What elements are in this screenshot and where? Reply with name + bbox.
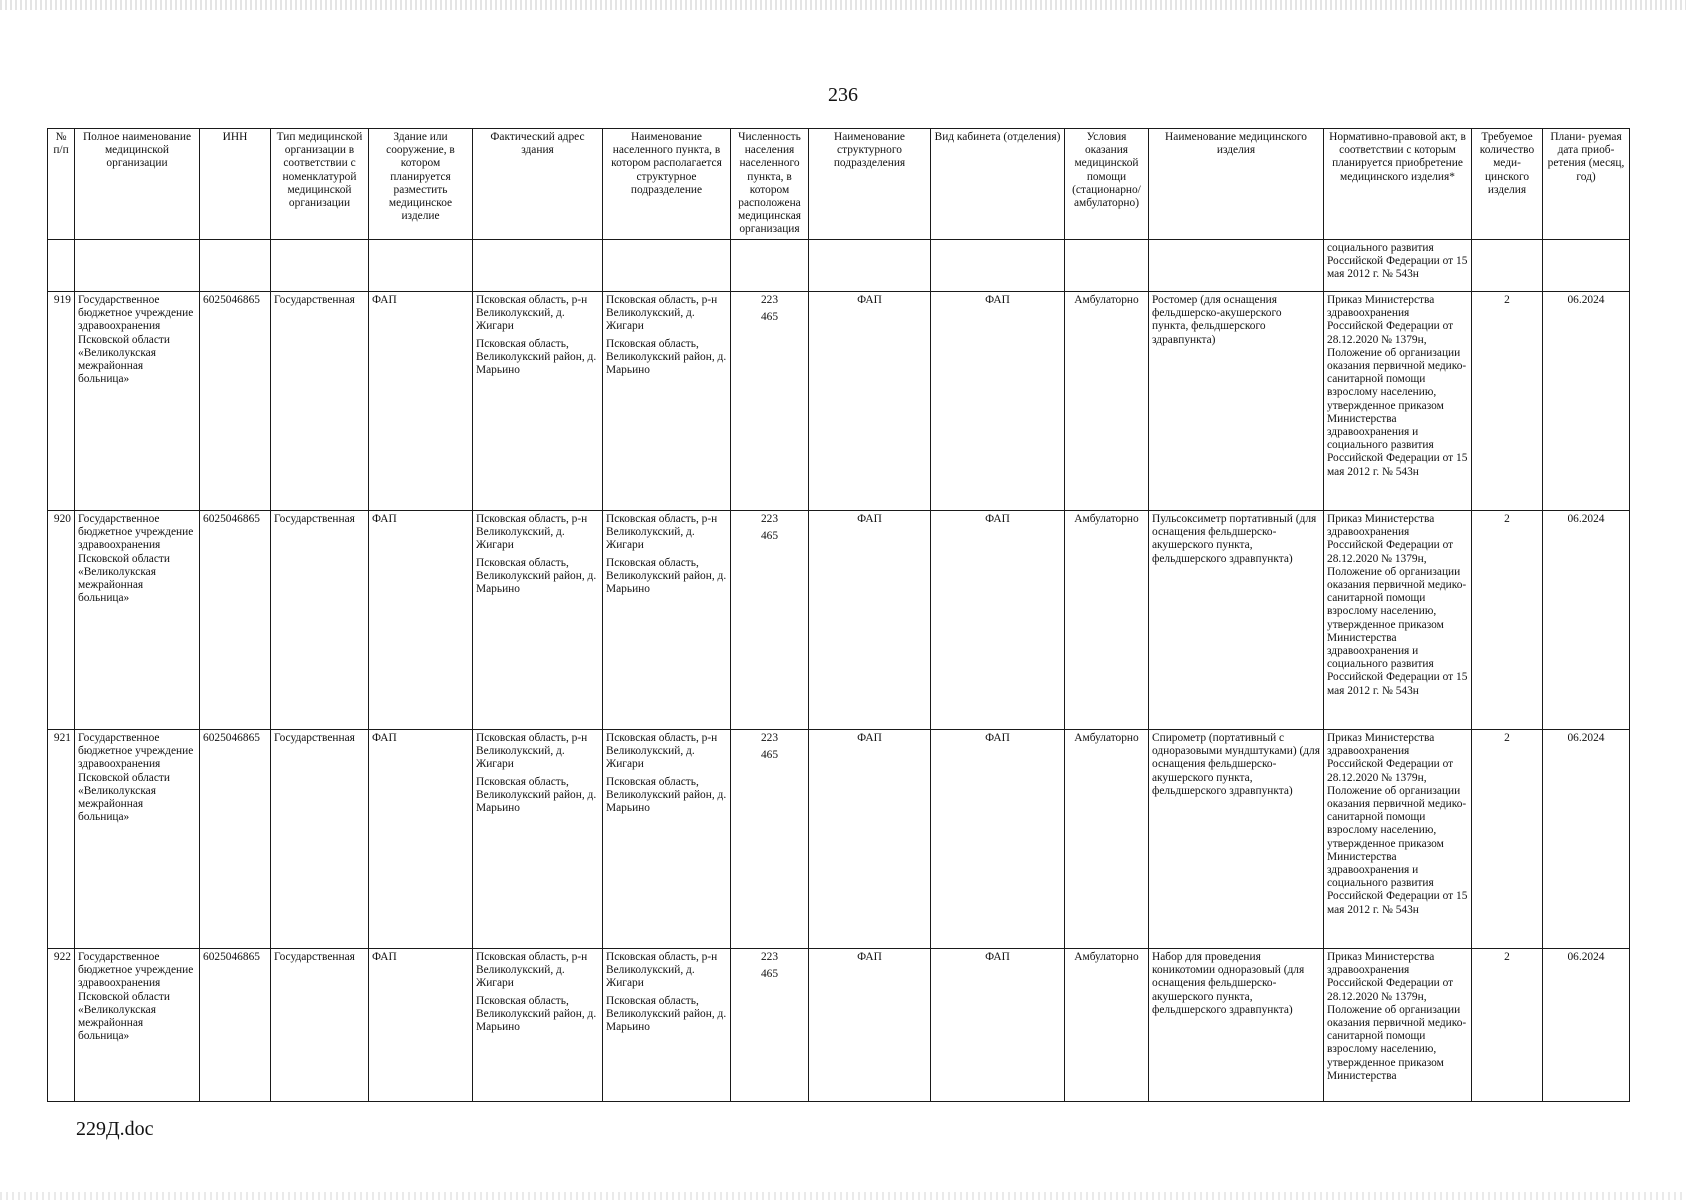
cell-quantity: 2 [1472,949,1543,1102]
header-quantity: Требуемое количество меди- цинского изделия [1472,129,1543,240]
locality-line: Псковская область, р-н Великолукский, д. Жигари [606,513,718,552]
table-row [48,511,1630,730]
cell-device: Ростомер (для оснащения фельдшерско-акушерского пункта, фельдшерского здравпункта) [1149,292,1324,511]
header-no: № п/п [48,129,75,240]
cell-act: Приказ Министерства здравоохранения Российской Федерации от 28.12.2020 № 1379н, Положение об организации оказания первичной медико-санитарной помощи взрослому населению, утвержденное приказом Министерства [1324,949,1472,1102]
header-cabinet: Вид кабинета (отделения) [931,129,1065,240]
cell-cabinet: ФАП [931,511,1065,730]
address-line: Псковская область, Великолукский район, д. Марьино [476,556,597,596]
address-line: Псковская область, Великолукский район, д. Марьино [476,775,597,815]
cell-quantity: 2 [1472,730,1543,949]
header-conditions: Условия оказания медицинской помощи (стационарно/ амбулаторно) [1065,129,1149,240]
cell-inn: 6025046865 [200,949,271,1102]
scan-edge-bottom [0,1192,1686,1200]
cell-org: Государственное бюджетное учреждение здравоохранения Псковской области «Великолукская межрайонная больница» [75,511,200,730]
cell-act: Приказ Министерства здравоохранения Российской Федерации от 28.12.2020 № 1379н, Положение об организации оказания первичной медико-санитарной помощи взрослому населению, утвержденное приказом Министерства здравоохранения и социального развития Российской Федерации от 15 мая 2012 г. № 543н [1324,730,1472,949]
cell-no: 920 [48,511,75,730]
cell-inn: 6025046865 [200,292,271,511]
population-value: 223 [760,732,779,744]
cell-cabinet: ФАП [931,949,1065,1102]
locality-line: Псковская область, Великолукский район, д. Марьино [606,556,727,596]
table-row [48,949,1630,1102]
cell-type: Государственная [271,730,369,949]
cell-date: 06.2024 [1543,511,1630,730]
header-population: Численность населения населенного пункта, в котором расположена медицинская организация [731,129,809,240]
address-line: Псковская область, р-н Великолукский, д. Жигари [476,294,588,333]
header-act: Нормативно-правовой акт, в соответствии с которым планируется приобретение медицинского изделия* [1324,129,1472,240]
cell-inn: 6025046865 [200,730,271,949]
continuation-row [48,240,1630,292]
cell-building: ФАП [369,949,473,1102]
address-line: Псковская область, р-н Великолукский, д. Жигари [476,951,588,990]
cell-locality [603,949,731,1102]
cell-building: ФАП [369,730,473,949]
equipment-table [47,128,1630,1102]
locality-line: Псковская область, р-н Великолукский, д. Жигари [606,732,718,771]
cell-act: Приказ Министерства здравоохранения Российской Федерации от 28.12.2020 № 1379н, Положение об организации оказания первичной медико-санитарной помощи взрослому населению, утвержденное приказом Министерства здравоохранения и социального развития Российской Федерации от 15 мая 2012 г. № 543н [1324,511,1472,730]
address-line: Псковская область, р-н Великолукский, д. Жигари [476,513,588,552]
cell-division: ФАП [809,949,931,1102]
header-building: Здание или сооружение, в котором планируется разместить медицинское изделие [369,129,473,240]
cell-inn: 6025046865 [200,511,271,730]
cell-cabinet: ФАП [931,730,1065,949]
population-value: 465 [760,968,779,981]
table-row [48,730,1630,949]
locality-line: Псковская область, Великолукский район, д. Марьино [606,994,727,1034]
cell-population [731,292,809,511]
cell-building: ФАП [369,511,473,730]
cell-population [731,730,809,949]
cell-conditions: Амбулаторно [1065,292,1149,511]
cell-division: ФАП [809,730,931,949]
header-device: Наименование медицинского изделия [1149,129,1324,240]
cell-type: Государственная [271,511,369,730]
cell-population [731,511,809,730]
header-date: Плани- руемая дата приоб- ретения (месяц, год) [1543,129,1630,240]
locality-line: Псковская область, Великолукский район, д. Марьино [606,775,727,815]
cell-division: ФАП [809,292,931,511]
cell-quantity: 2 [1472,292,1543,511]
population-value: 465 [760,530,779,543]
header-type: Тип медицинской организации в соответствии с номенклатурой медицинской организации [271,129,369,240]
cell-quantity: 2 [1472,511,1543,730]
population-value: 223 [760,294,779,306]
cell-device: Пульсоксиметр портативный (для оснащения фельдшерско-акушерского пункта, фельдшерского здравпункта) [1149,511,1324,730]
population-value: 465 [760,749,779,762]
cell-date: 06.2024 [1543,292,1630,511]
cell-org: Государственное бюджетное учреждение здравоохранения Псковской области «Великолукская межрайонная больница» [75,949,200,1102]
header-locality: Наименование населенного пункта, в котором располагается структурное подразделение [603,129,731,240]
cell-locality [603,730,731,949]
header-row [48,129,1630,240]
cell-org: Государственное бюджетное учреждение здравоохранения Псковской области «Великолукская межрайонная больница» [75,292,200,511]
continuation-act: социального развития Российской Федерации от 15 мая 2012 г. № 543н [1324,240,1472,292]
cell-population [731,949,809,1102]
cell-address [473,511,603,730]
cell-conditions: Амбулаторно [1065,730,1149,949]
cell-act: Приказ Министерства здравоохранения Российской Федерации от 28.12.2020 № 1379н, Положение об организации оказания первичной медико-санитарной помощи взрослому населению, утвержденное приказом Министерства здравоохранения и социального развития Российской Федерации от 15 мая 2012 г. № 543н [1324,292,1472,511]
cell-device: Спирометр (портативный с одноразовыми мундштуками) (для оснащения фельдшерско-акушерского пункта, фельдшерского здравпункта) [1149,730,1324,949]
header-division: Наименование структурного подразделения [809,129,931,240]
scan-edge-top [0,0,1686,10]
cell-conditions: Амбулаторно [1065,511,1149,730]
cell-org: Государственное бюджетное учреждение здравоохранения Псковской области «Великолукская межрайонная больница» [75,730,200,949]
cell-address [473,949,603,1102]
cell-conditions: Амбулаторно [1065,949,1149,1102]
cell-date: 06.2024 [1543,949,1630,1102]
population-value: 465 [760,311,779,324]
locality-line: Псковская область, Великолукский район, д. Марьино [606,337,727,377]
header-inn: ИНН [200,129,271,240]
header-org: Полное наименование медицинской организации [75,129,200,240]
cell-date: 06.2024 [1543,730,1630,949]
cell-device: Набор для проведения коникотомии одноразовый (для оснащения фельдшерско-акушерского пункта, фельдшерского здравпункта) [1149,949,1324,1102]
address-line: Псковская область, Великолукский район, д. Марьино [476,994,597,1034]
cell-cabinet: ФАП [931,292,1065,511]
locality-line: Псковская область, р-н Великолукский, д. Жигари [606,294,718,333]
footer-filename: 229Д.doc [76,1118,154,1140]
cell-building: ФАП [369,292,473,511]
cell-address [473,730,603,949]
table-row [48,292,1630,511]
cell-type: Государственная [271,949,369,1102]
cell-division: ФАП [809,511,931,730]
cell-locality [603,292,731,511]
population-value: 223 [760,513,779,525]
cell-locality [603,511,731,730]
page-number: 236 [828,84,858,106]
locality-line: Псковская область, р-н Великолукский, д. Жигари [606,951,718,990]
header-address: Фактический адрес здания [473,129,603,240]
cell-no: 919 [48,292,75,511]
address-line: Псковская область, Великолукский район, д. Марьино [476,337,597,377]
population-value: 223 [760,951,779,963]
address-line: Псковская область, р-н Великолукский, д. Жигари [476,732,588,771]
cell-address [473,292,603,511]
cell-no: 921 [48,730,75,949]
cell-type: Государственная [271,292,369,511]
cell-no: 922 [48,949,75,1102]
